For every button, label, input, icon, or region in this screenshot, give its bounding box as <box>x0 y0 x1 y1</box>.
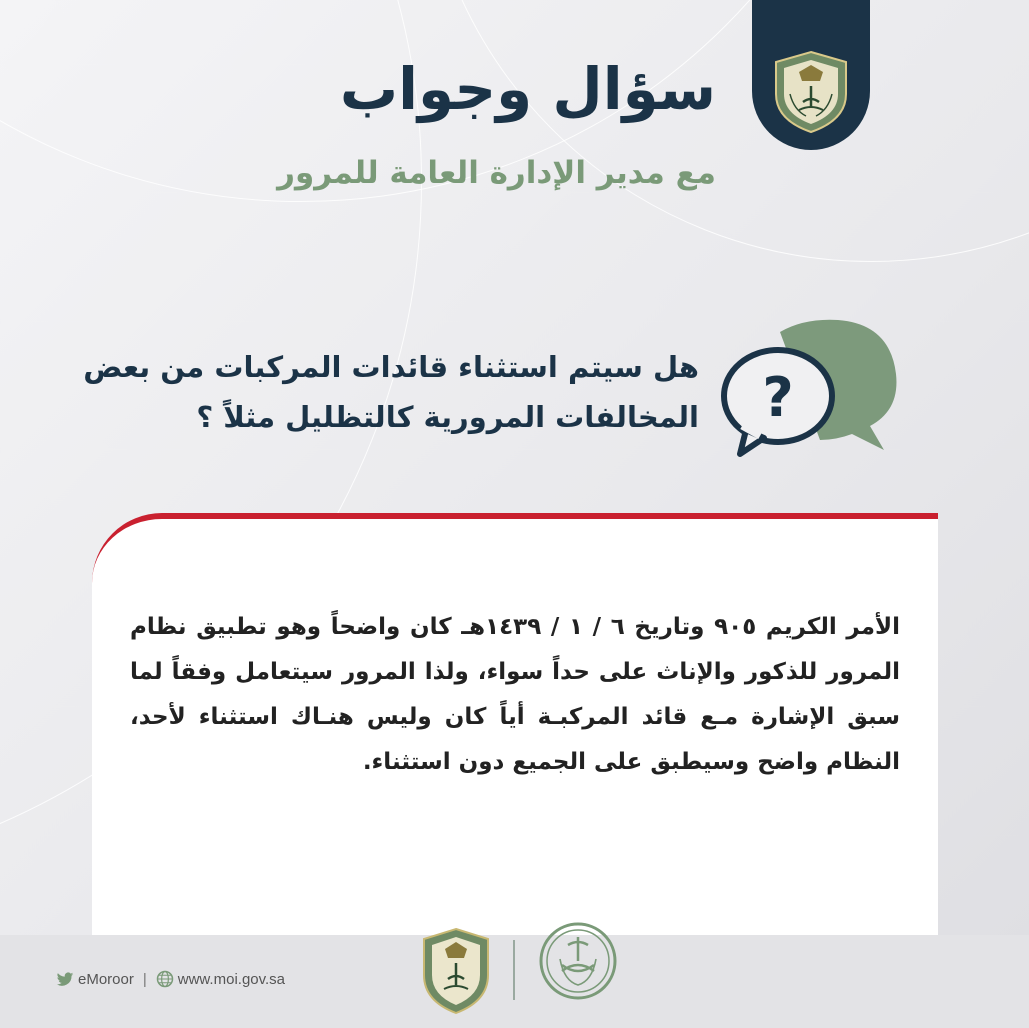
website-link[interactable]: www.moi.gov.sa <box>177 970 286 988</box>
question-line: المخالفات المرورية كالتظليل مثلاً ؟ <box>196 400 699 434</box>
svg-text:?: ? <box>762 366 794 429</box>
social-links <box>56 967 285 991</box>
twitter-icon <box>56 970 74 988</box>
footer-logo-divider <box>513 940 515 1000</box>
page-title: سؤال وجواب <box>339 55 716 123</box>
header-badge-tab <box>752 0 870 150</box>
ministry-of-interior-seal-icon <box>538 921 618 1001</box>
page-subtitle: مع مدير الإدارة العامة للمرور <box>277 155 716 191</box>
question-text <box>79 342 699 442</box>
traffic-department-shield-icon <box>420 925 492 1015</box>
footer-separator: | <box>142 970 147 988</box>
traffic-department-shield-icon <box>772 50 850 134</box>
question-line: هل سيتم استثناء قائدات المركبات من بعض <box>83 350 699 384</box>
question-bubble-icon <box>718 318 900 460</box>
twitter-handle-link[interactable]: eMoroor <box>78 970 134 988</box>
globe-icon <box>156 970 174 988</box>
answer-text: الأمر الكريم ٩٠٥ وتاريخ ٦ / ١ / ١٤٣٩هـ كان واضحاً وهو تطبيق نظام المرور للذكور والإناث على حداً سواء، ولذا المرور سيتعامل وفقاً لما سبق الإشارة مـع قائد المركبـة أياً كان وليس هنـاك استثناء لأحد، النظام واضح وسيطبق على الجميع دون استثناء. <box>130 614 900 775</box>
